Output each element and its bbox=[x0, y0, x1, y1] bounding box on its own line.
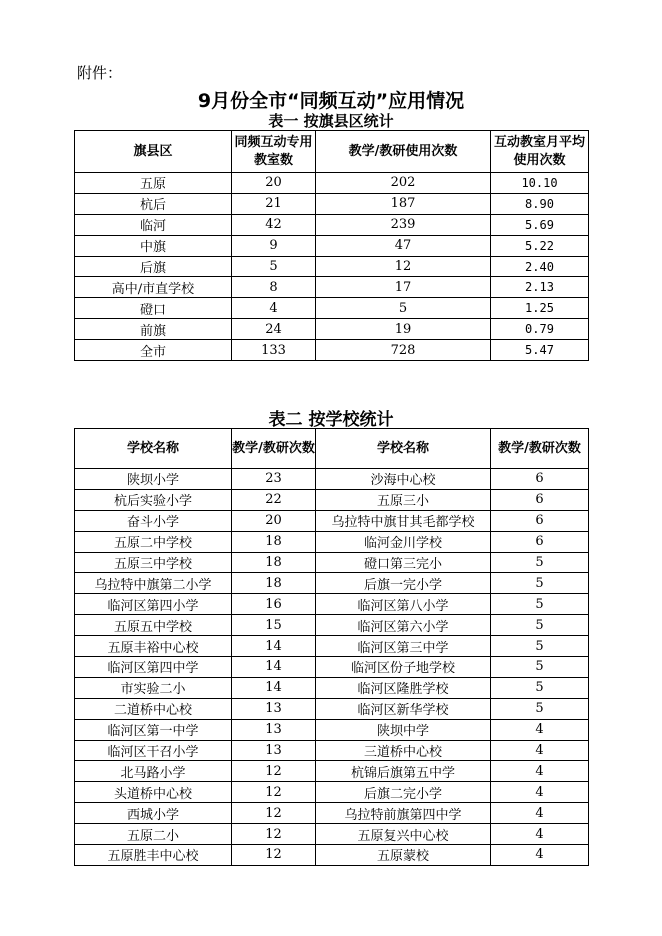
classroom-count-cell: 4 bbox=[232, 298, 316, 319]
school-name-cell: 五原丰裕中心校 bbox=[75, 636, 232, 657]
classroom-count-cell: 42 bbox=[232, 214, 316, 235]
usage-count-cell: 202 bbox=[316, 173, 491, 194]
usage-count-cell: 12 bbox=[316, 256, 491, 277]
usage-count-cell: 13 bbox=[232, 719, 316, 740]
school-name-cell: 临河区第八小学 bbox=[316, 594, 491, 615]
usage-count-cell: 12 bbox=[232, 803, 316, 824]
monthly-avg-cell: 8.90 bbox=[491, 193, 589, 214]
school-name-cell: 北马路小学 bbox=[75, 761, 232, 782]
school-name-cell: 乌拉特中旗第二小学 bbox=[75, 573, 232, 594]
usage-count-cell: 5 bbox=[491, 698, 589, 719]
school-name-cell: 临河区隆胜学校 bbox=[316, 677, 491, 698]
classroom-count-cell: 8 bbox=[232, 277, 316, 298]
school-name-cell: 杭后实验小学 bbox=[75, 489, 232, 510]
school-name-cell: 西城小学 bbox=[75, 803, 232, 824]
usage-count-cell: 16 bbox=[232, 594, 316, 615]
school-row bbox=[75, 677, 589, 698]
usage-count-cell: 18 bbox=[232, 573, 316, 594]
usage-count-cell: 5 bbox=[491, 657, 589, 678]
usage-count-cell: 14 bbox=[232, 636, 316, 657]
school-row bbox=[75, 531, 589, 552]
school-row bbox=[75, 719, 589, 740]
school-row bbox=[75, 573, 589, 594]
header-count-left: 教学/教研次数 bbox=[232, 429, 316, 469]
usage-count-cell: 6 bbox=[491, 531, 589, 552]
school-name-cell: 陕坝中学 bbox=[316, 719, 491, 740]
county-cell: 前旗 bbox=[75, 319, 232, 340]
classroom-count-cell: 9 bbox=[232, 235, 316, 256]
school-name-cell: 后旗一完小学 bbox=[316, 573, 491, 594]
classroom-count-cell: 24 bbox=[232, 319, 316, 340]
school-row bbox=[75, 594, 589, 615]
usage-count-cell: 47 bbox=[316, 235, 491, 256]
school-name-cell: 二道桥中心校 bbox=[75, 698, 232, 719]
usage-count-cell: 6 bbox=[491, 510, 589, 531]
monthly-avg-cell: 5.69 bbox=[491, 214, 589, 235]
usage-count-cell: 187 bbox=[316, 193, 491, 214]
usage-count-cell: 4 bbox=[491, 761, 589, 782]
usage-count-cell: 12 bbox=[232, 761, 316, 782]
school-name-cell: 临河区第三中学 bbox=[316, 636, 491, 657]
county-row bbox=[75, 256, 589, 277]
usage-count-cell: 4 bbox=[491, 845, 589, 866]
usage-count-cell: 5 bbox=[491, 552, 589, 573]
usage-count-cell: 14 bbox=[232, 677, 316, 698]
county-cell: 临河 bbox=[75, 214, 232, 235]
usage-count-cell: 4 bbox=[491, 740, 589, 761]
school-name-cell: 陕坝小学 bbox=[75, 469, 232, 490]
school-row bbox=[75, 510, 589, 531]
school-name-cell: 五原复兴中心校 bbox=[316, 824, 491, 845]
usage-count-cell: 12 bbox=[232, 845, 316, 866]
usage-count-cell: 19 bbox=[316, 319, 491, 340]
school-row bbox=[75, 552, 589, 573]
county-cell: 中旗 bbox=[75, 235, 232, 256]
county-cell: 全市 bbox=[75, 340, 232, 361]
monthly-avg-cell: 0.79 bbox=[491, 319, 589, 340]
classroom-count-cell: 20 bbox=[232, 173, 316, 194]
school-name-cell: 磴口第三完小 bbox=[316, 552, 491, 573]
school-name-cell: 临河区第六小学 bbox=[316, 615, 491, 636]
monthly-avg-cell: 10.10 bbox=[491, 173, 589, 194]
usage-count-cell: 5 bbox=[316, 298, 491, 319]
usage-count-cell: 14 bbox=[232, 657, 316, 678]
school-row bbox=[75, 489, 589, 510]
county-cell: 后旗 bbox=[75, 256, 232, 277]
school-name-cell: 临河区份子地学校 bbox=[316, 657, 491, 678]
school-name-cell: 乌拉特前旗第四中学 bbox=[316, 803, 491, 824]
document-title: 9月份全市“同频互动”应用情况 bbox=[197, 90, 465, 112]
usage-count-cell: 239 bbox=[316, 214, 491, 235]
school-name-cell: 五原三中学校 bbox=[75, 552, 232, 573]
table1-caption: 表一 按旗县区统计 bbox=[268, 112, 394, 130]
school-name-cell: 五原三小 bbox=[316, 489, 491, 510]
county-row bbox=[75, 319, 589, 340]
county-row bbox=[75, 298, 589, 319]
school-name-cell: 奋斗小学 bbox=[75, 510, 232, 531]
usage-count-cell: 5 bbox=[491, 615, 589, 636]
county-stats-table bbox=[74, 130, 589, 361]
usage-count-cell: 728 bbox=[316, 340, 491, 361]
county-row bbox=[75, 340, 589, 361]
school-row bbox=[75, 698, 589, 719]
school-name-cell: 五原二小 bbox=[75, 824, 232, 845]
school-name-cell: 头道桥中心校 bbox=[75, 782, 232, 803]
attachment-label: 附件： bbox=[77, 64, 123, 82]
usage-count-cell: 12 bbox=[232, 782, 316, 803]
school-name-cell: 后旗二完小学 bbox=[316, 782, 491, 803]
usage-count-cell: 15 bbox=[232, 615, 316, 636]
school-name-cell: 杭锦后旗第五中学 bbox=[316, 761, 491, 782]
school-name-cell: 临河区新华学校 bbox=[316, 698, 491, 719]
header-monthly-avg: 互动教室月平均使用次数 bbox=[491, 131, 589, 173]
school-name-cell: 临河区第四中学 bbox=[75, 657, 232, 678]
usage-count-cell: 5 bbox=[491, 636, 589, 657]
school-name-cell: 五原蒙校 bbox=[316, 845, 491, 866]
monthly-avg-cell: 1.25 bbox=[491, 298, 589, 319]
county-cell: 磴口 bbox=[75, 298, 232, 319]
header-school-name-right: 学校名称 bbox=[316, 429, 491, 469]
usage-count-cell: 12 bbox=[232, 824, 316, 845]
usage-count-cell: 5 bbox=[491, 594, 589, 615]
school-row bbox=[75, 657, 589, 678]
school-name-cell: 市实验二小 bbox=[75, 677, 232, 698]
usage-count-cell: 13 bbox=[232, 698, 316, 719]
usage-count-cell: 4 bbox=[491, 824, 589, 845]
school-row bbox=[75, 824, 589, 845]
usage-count-cell: 17 bbox=[316, 277, 491, 298]
school-row bbox=[75, 782, 589, 803]
school-row bbox=[75, 803, 589, 824]
classroom-count-cell: 5 bbox=[232, 256, 316, 277]
school-name-cell: 五原胜丰中心校 bbox=[75, 845, 232, 866]
county-cell: 杭后 bbox=[75, 193, 232, 214]
county-row bbox=[75, 193, 589, 214]
usage-count-cell: 4 bbox=[491, 803, 589, 824]
usage-count-cell: 18 bbox=[232, 531, 316, 552]
school-row bbox=[75, 740, 589, 761]
usage-count-cell: 5 bbox=[491, 573, 589, 594]
school-name-cell: 五原五中学校 bbox=[75, 615, 232, 636]
school-row bbox=[75, 845, 589, 866]
school-name-cell: 临河金川学校 bbox=[316, 531, 491, 552]
school-row bbox=[75, 469, 589, 490]
classroom-count-cell: 133 bbox=[232, 340, 316, 361]
usage-count-cell: 6 bbox=[491, 489, 589, 510]
school-name-cell: 临河区第一中学 bbox=[75, 719, 232, 740]
classroom-count-cell: 21 bbox=[232, 193, 316, 214]
usage-count-cell: 13 bbox=[232, 740, 316, 761]
school-name-cell: 临河区第四小学 bbox=[75, 594, 232, 615]
usage-count-cell: 18 bbox=[232, 552, 316, 573]
header-count-right: 教学/教研次数 bbox=[491, 429, 589, 469]
monthly-avg-cell: 2.13 bbox=[491, 277, 589, 298]
school-row bbox=[75, 761, 589, 782]
school-name-cell: 沙海中心校 bbox=[316, 469, 491, 490]
usage-count-cell: 4 bbox=[491, 719, 589, 740]
usage-count-cell: 4 bbox=[491, 782, 589, 803]
header-usage-count: 教学/教研使用次数 bbox=[316, 131, 491, 173]
usage-count-cell: 22 bbox=[232, 489, 316, 510]
school-row bbox=[75, 636, 589, 657]
county-cell: 高中/市直学校 bbox=[75, 277, 232, 298]
school-name-cell: 三道桥中心校 bbox=[316, 740, 491, 761]
school-name-cell: 乌拉特中旗甘其毛都学校 bbox=[316, 510, 491, 531]
school-row bbox=[75, 615, 589, 636]
usage-count-cell: 20 bbox=[232, 510, 316, 531]
header-classroom-count: 同频互动专用教室数 bbox=[232, 131, 316, 173]
usage-count-cell: 6 bbox=[491, 469, 589, 490]
school-name-cell: 五原二中学校 bbox=[75, 531, 232, 552]
county-row bbox=[75, 173, 589, 194]
monthly-avg-cell: 5.22 bbox=[491, 235, 589, 256]
usage-count-cell: 23 bbox=[232, 469, 316, 490]
header-county: 旗县区 bbox=[75, 131, 232, 173]
county-row bbox=[75, 214, 589, 235]
header-school-name-left: 学校名称 bbox=[75, 429, 232, 469]
monthly-avg-cell: 2.40 bbox=[491, 256, 589, 277]
usage-count-cell: 5 bbox=[491, 677, 589, 698]
county-cell: 五原 bbox=[75, 173, 232, 194]
county-row bbox=[75, 277, 589, 298]
school-stats-table bbox=[74, 428, 589, 866]
monthly-avg-cell: 5.47 bbox=[491, 340, 589, 361]
school-name-cell: 临河区干召小学 bbox=[75, 740, 232, 761]
county-row bbox=[75, 235, 589, 256]
table2-caption: 表二 按学校统计 bbox=[268, 410, 394, 430]
